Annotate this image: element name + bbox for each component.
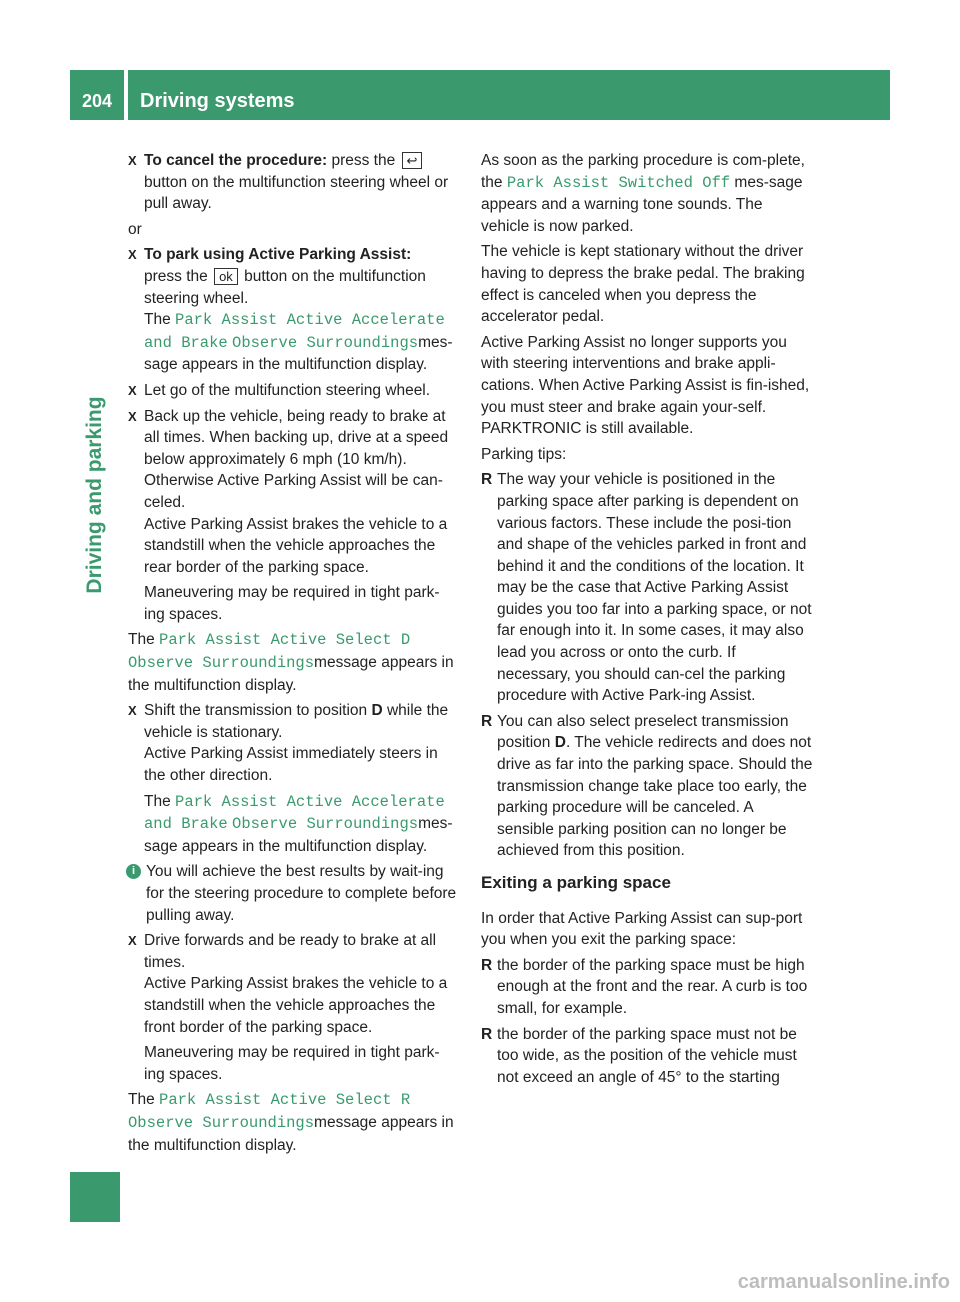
step-text: Maneuvering may be required in tight park-ing spaces. bbox=[144, 1044, 440, 1083]
step-lead: To cancel the procedure: bbox=[144, 152, 328, 169]
tip-text: You can also select preselect transmission position bbox=[497, 712, 789, 752]
display-message: Park Assist Active Select D bbox=[159, 631, 411, 650]
requirement-item bbox=[481, 955, 813, 1020]
step-x-icon: X bbox=[128, 933, 137, 949]
paragraph: In order that Active Parking Assist can sup-port you when you exit the parking space: bbox=[481, 909, 803, 949]
left-column bbox=[128, 150, 460, 1160]
message-text: mes-sage appears in the multifunction display. bbox=[144, 333, 453, 374]
step-text: press the bbox=[327, 152, 400, 169]
message-text: The bbox=[144, 311, 176, 329]
gear-position: D bbox=[371, 702, 383, 720]
section-heading: Exiting a parking space bbox=[481, 873, 671, 892]
step-text: button on the multifunction steering wheel or pull away. bbox=[144, 173, 449, 213]
step-text: while the vehicle is stationary. bbox=[144, 702, 449, 741]
step-x-icon: X bbox=[128, 408, 137, 424]
step-x-icon: X bbox=[128, 153, 137, 168]
requirement-text: the border of the parking space must not be too wide, as the position of the vehicle must not exceed an angle of 45° to the starting bbox=[497, 1025, 797, 1086]
display-message: Observe Surroundings bbox=[128, 1113, 315, 1132]
bullet-r-icon: R bbox=[481, 956, 493, 974]
step-text: Maneuvering may be required in tight park-ing spaces. bbox=[144, 584, 440, 623]
message-text: mes-sage appears in the multifunction display. bbox=[144, 815, 453, 855]
step-lead: To park using Active Parking Assist: bbox=[144, 246, 412, 264]
step-text: Active Parking Assist brakes the vehicle to a standstill when the vehicle approaches the front border of the parking space. bbox=[144, 975, 448, 1036]
side-tab bbox=[70, 396, 120, 594]
bullet-r-icon: R bbox=[481, 712, 493, 730]
message-text: The bbox=[128, 1091, 160, 1109]
side-tab-label: Driving and parking bbox=[83, 396, 106, 594]
step-text: Drive forwards and be ready to brake at all times. bbox=[144, 932, 437, 971]
paragraph: The vehicle is kept stationary without the driver having to depress the brake pedal. The braking effect is canceled when you depress the accelerator pedal. bbox=[481, 243, 805, 326]
step-cancel bbox=[128, 150, 460, 215]
paragraph-text: mes-sage appears and a warning tone sounds. The vehicle is now parked. bbox=[481, 173, 803, 235]
paragraph: Active Parking Assist no longer supports you with steering interventions and brake appli-cations. When Active Parking Assist is fin-ished, you must steer and brake again your-self. PARKTRONIC is still available. bbox=[481, 333, 810, 438]
paragraph bbox=[481, 150, 813, 237]
display-message: Park Assist Active Select R bbox=[159, 1091, 411, 1110]
step-text: Active Parking Assist immediately steers in the other direction. bbox=[144, 745, 438, 785]
message-paragraph bbox=[128, 1089, 460, 1156]
info-text: You will achieve the best results by wait-ing for the steering procedure to complete before pulling away. bbox=[146, 863, 457, 924]
tip-item bbox=[481, 469, 813, 707]
message-paragraph bbox=[144, 791, 460, 858]
message-text: The bbox=[144, 792, 176, 810]
section-title: Driving systems bbox=[140, 90, 295, 112]
header-separator bbox=[124, 70, 128, 120]
display-message: Park Assist Active Accelerate and Brake bbox=[144, 792, 445, 834]
step-let-go bbox=[128, 380, 460, 402]
step-text: press the bbox=[144, 267, 213, 285]
paragraph-text: As soon as the parking procedure is com-plete, the bbox=[481, 152, 805, 191]
step-text: Let go of the multifunction steering wheel. bbox=[144, 381, 431, 399]
info-icon: i bbox=[126, 864, 141, 879]
back-button-icon: ↩ bbox=[402, 152, 423, 169]
requirement-item bbox=[481, 1024, 813, 1089]
tip-text: . The vehicle redirects and does not drive as far into the parking space. Should the transmission change take place too early, the parking procedure will be canceled. A sensible parking position can no longer be achieved from this position. bbox=[497, 734, 813, 860]
step-text: Shift the transmission to position bbox=[144, 702, 372, 720]
display-message: Observe Surroundings bbox=[128, 654, 315, 673]
info-note bbox=[128, 861, 460, 926]
message-paragraph bbox=[128, 629, 460, 696]
tip-item bbox=[481, 711, 813, 862]
message-text: message appears in the multifunction display. bbox=[128, 654, 454, 694]
right-column bbox=[481, 150, 813, 1092]
paragraph: Parking tips: bbox=[481, 445, 567, 463]
requirement-text: the border of the parking space must be high enough at the front and the rear. A curb is too small, for example. bbox=[497, 956, 808, 1017]
gear-position: D bbox=[554, 734, 566, 752]
display-message: Park Assist Switched Off bbox=[506, 173, 731, 192]
step-park bbox=[128, 244, 460, 376]
side-tab-marker bbox=[70, 1172, 120, 1222]
step-back-up bbox=[128, 406, 460, 626]
step-text: Active Parking Assist brakes the vehicle to a standstill when the vehicle approaches the rear border of the parking space. bbox=[144, 515, 448, 576]
page-number: 204 bbox=[81, 91, 113, 111]
display-message: Observe Surroundings bbox=[232, 815, 419, 834]
step-text: Back up the vehicle, being ready to brake at all times. When backing up, drive at a speed below approximately 6 mph (10 km/h). Otherwise Active Parking Assist will be can-celed. bbox=[144, 407, 449, 511]
step-x-icon: X bbox=[128, 382, 137, 398]
step-text: button on the multifunction steering wheel. bbox=[144, 267, 426, 307]
bullet-r-icon: R bbox=[481, 471, 493, 489]
step-shift bbox=[128, 700, 460, 857]
display-message: Observe Surroundings bbox=[232, 333, 419, 352]
watermark: carmanualsonline.info bbox=[737, 1271, 950, 1293]
bullet-r-icon: R bbox=[481, 1025, 493, 1043]
ok-button-icon: ok bbox=[214, 268, 238, 285]
message-text: message appears in the multifunction display. bbox=[128, 1113, 454, 1154]
step-x-icon: X bbox=[128, 247, 137, 263]
display-message: Park Assist Active Accelerate and Brake bbox=[144, 311, 445, 352]
tip-text: The way your vehicle is positioned in the parking space after parking is dependent on various factors. These include the posi-tion and shape of the vehicles parked in front and behind it and the conditions of the location. It may be the case that Active Parking Assist guides you too far into a parking space, or not far enough into it. In some cases, it may also lead you across or onto the curb. If necessary, you should can-cel the parking procedure with Active Park-ing Assist. bbox=[497, 471, 812, 705]
message-text: The bbox=[128, 631, 160, 649]
or-text: or bbox=[128, 220, 142, 238]
step-x-icon: X bbox=[128, 703, 137, 719]
step-drive-forward bbox=[128, 930, 460, 1085]
